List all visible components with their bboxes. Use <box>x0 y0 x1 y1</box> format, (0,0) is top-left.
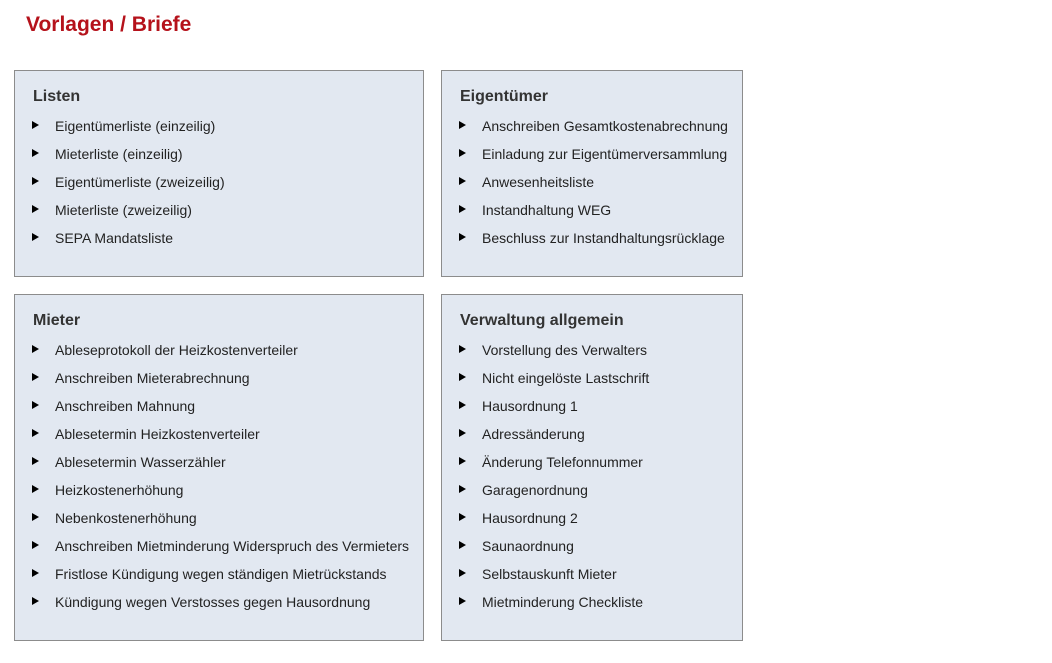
template-link-label[interactable]: Adressänderung <box>482 426 585 442</box>
arrow-right-icon <box>32 401 39 409</box>
panel-title-mieter: Mieter <box>33 312 81 329</box>
arrow-right-icon <box>459 373 466 381</box>
template-link-item[interactable] <box>459 593 649 621</box>
template-link-label[interactable]: Fristlose Kündigung wegen ständigen Mietrückstands <box>55 566 387 582</box>
template-link-label[interactable]: Eigentümerliste (zweizeilig) <box>55 174 225 190</box>
template-link-item[interactable] <box>32 173 225 201</box>
template-link-label[interactable]: Hausordnung 1 <box>482 398 578 414</box>
template-link-item[interactable] <box>459 565 649 593</box>
template-link-item[interactable] <box>459 425 649 453</box>
list-listen <box>32 117 225 257</box>
template-link-item[interactable] <box>459 369 649 397</box>
arrow-right-icon <box>459 569 466 577</box>
arrow-right-icon <box>459 429 466 437</box>
arrow-right-icon <box>459 233 466 241</box>
arrow-right-icon <box>32 597 39 605</box>
template-link-item[interactable] <box>32 481 409 509</box>
template-link-label[interactable]: Garagenordnung <box>482 482 588 498</box>
template-link-label[interactable]: Mieterliste (zweizeilig) <box>55 202 192 218</box>
template-link-label[interactable]: Anschreiben Gesamtkostenabrechnung <box>482 118 728 134</box>
arrow-right-icon <box>459 457 466 465</box>
arrow-right-icon <box>32 569 39 577</box>
arrow-right-icon <box>32 457 39 465</box>
page-title: Vorlagen / Briefe <box>26 13 192 36</box>
template-link-item[interactable] <box>459 229 728 257</box>
template-link-label[interactable]: Beschluss zur Instandhaltungsrücklage <box>482 230 725 246</box>
panel-listen <box>14 70 424 277</box>
template-link-item[interactable] <box>459 397 649 425</box>
template-link-label[interactable]: Anwesenheitsliste <box>482 174 595 190</box>
template-link-item[interactable] <box>32 117 225 145</box>
template-link-item[interactable] <box>32 145 225 173</box>
panel-mieter <box>14 294 424 641</box>
template-link-label[interactable]: Anschreiben Mahnung <box>55 398 196 414</box>
template-link-label[interactable]: Mietminderung Checkliste <box>482 594 644 610</box>
template-link-item[interactable] <box>32 397 409 425</box>
template-link-item[interactable] <box>459 173 728 201</box>
arrow-right-icon <box>459 597 466 605</box>
arrow-right-icon <box>32 121 39 129</box>
template-link-label[interactable]: Anschreiben Mietminderung Widerspruch des Vermieters <box>55 538 410 554</box>
arrow-right-icon <box>459 177 466 185</box>
template-link-item[interactable] <box>32 565 409 593</box>
template-link-label[interactable]: Heizkostenerhöhung <box>55 482 184 498</box>
template-link-label[interactable]: Selbstauskunft Mieter <box>482 566 617 582</box>
arrow-right-icon <box>32 485 39 493</box>
arrow-right-icon <box>459 541 466 549</box>
arrow-right-icon <box>459 485 466 493</box>
panel-verwaltung <box>441 294 743 641</box>
list-mieter <box>32 341 409 621</box>
arrow-right-icon <box>32 429 39 437</box>
template-link-item[interactable] <box>459 117 728 145</box>
template-link-item[interactable] <box>32 369 409 397</box>
template-link-item[interactable] <box>32 229 225 257</box>
arrow-right-icon <box>32 177 39 185</box>
template-link-label[interactable]: Eigentümerliste (einzeilig) <box>55 118 216 134</box>
arrow-right-icon <box>32 233 39 241</box>
arrow-right-icon <box>459 513 466 521</box>
template-link-item[interactable] <box>459 509 649 537</box>
panel-title-listen: Listen <box>33 88 81 105</box>
template-link-label[interactable]: Anschreiben Mieterabrechnung <box>55 370 250 386</box>
arrow-right-icon <box>459 345 466 353</box>
template-link-label[interactable]: Ableseprotokoll der Heizkostenverteiler <box>55 342 298 358</box>
list-eigentuemer <box>459 117 728 257</box>
template-link-item[interactable] <box>459 481 649 509</box>
arrow-right-icon <box>32 373 39 381</box>
arrow-right-icon <box>32 205 39 213</box>
arrow-right-icon <box>459 205 466 213</box>
template-link-item[interactable] <box>32 201 225 229</box>
arrow-right-icon <box>32 345 39 353</box>
template-link-item[interactable] <box>32 341 409 369</box>
panel-eigentuemer <box>441 70 743 277</box>
list-verwaltung <box>459 341 649 621</box>
panel-title-eigentuemer: Eigentümer <box>460 88 549 105</box>
template-link-item[interactable] <box>32 453 409 481</box>
template-link-item[interactable] <box>459 537 649 565</box>
arrow-right-icon <box>32 541 39 549</box>
template-link-label[interactable]: Mieterliste (einzeilig) <box>55 146 183 162</box>
template-link-item[interactable] <box>459 341 649 369</box>
template-link-label[interactable]: Ablesetermin Wasserzähler <box>55 454 226 470</box>
template-link-label[interactable]: Nicht eingelöste Lastschrift <box>482 370 650 386</box>
arrow-right-icon <box>32 513 39 521</box>
template-link-item[interactable] <box>32 509 409 537</box>
arrow-right-icon <box>459 401 466 409</box>
panel-title-verwaltung: Verwaltung allgemein <box>460 312 624 329</box>
template-link-item[interactable] <box>32 425 409 453</box>
template-link-label[interactable]: Einladung zur Eigentümerversammlung <box>482 146 728 162</box>
template-link-item[interactable] <box>32 593 409 621</box>
template-link-item[interactable] <box>32 537 409 565</box>
template-link-label[interactable]: Änderung Telefonnummer <box>482 454 643 470</box>
arrow-right-icon <box>32 149 39 157</box>
template-link-label[interactable]: Ablesetermin Heizkostenverteiler <box>55 426 260 442</box>
arrow-right-icon <box>459 121 466 129</box>
template-link-item[interactable] <box>459 201 728 229</box>
template-link-item[interactable] <box>459 453 649 481</box>
arrow-right-icon <box>459 149 466 157</box>
template-link-item[interactable] <box>459 145 728 173</box>
template-link-label[interactable]: Hausordnung 2 <box>482 510 578 526</box>
template-link-label[interactable]: SEPA Mandatsliste <box>55 230 174 246</box>
template-link-label[interactable]: Nebenkostenerhöhung <box>55 510 197 526</box>
template-link-label[interactable]: Vorstellung des Verwalters <box>482 342 647 358</box>
template-link-label[interactable]: Instandhaltung WEG <box>482 202 612 218</box>
template-link-label[interactable]: Kündigung wegen Verstosses gegen Hausordnung <box>55 594 371 610</box>
template-link-label[interactable]: Saunaordnung <box>482 538 574 554</box>
